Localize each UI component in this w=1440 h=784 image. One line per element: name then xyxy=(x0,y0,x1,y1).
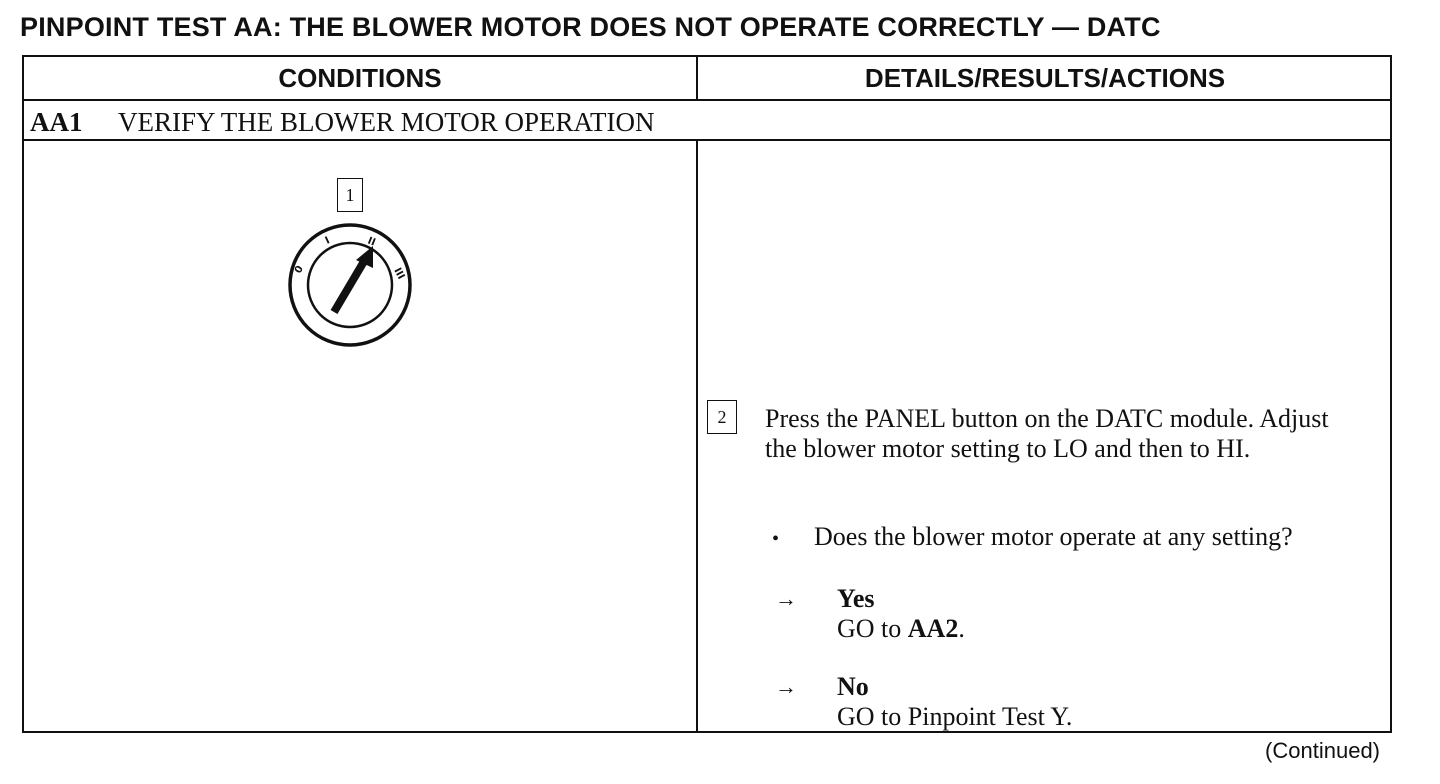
details-column-header: DETAILS/RESULTS/ACTIONS xyxy=(864,63,1226,93)
knob-label-0: 0 xyxy=(292,264,306,276)
step-id: AA1 xyxy=(30,107,83,137)
yes-answer xyxy=(775,584,965,644)
yes-label: Yes xyxy=(837,584,875,613)
knob-label-3: III xyxy=(391,266,407,282)
header-column-divider xyxy=(696,57,698,99)
ignition-switch-illustration xyxy=(270,160,420,350)
yes-action-prefix: GO to xyxy=(837,614,908,643)
question-line xyxy=(772,522,1293,552)
bullet-icon: • xyxy=(772,528,780,550)
yes-action-suffix: . xyxy=(958,614,965,643)
header-divider xyxy=(24,99,1390,101)
detail-step-number: 2 xyxy=(707,400,737,434)
no-label: No xyxy=(837,672,869,701)
knob-label-1: I xyxy=(323,235,332,247)
yes-action xyxy=(837,614,965,644)
knob-label-2: II xyxy=(365,235,377,249)
no-answer xyxy=(775,672,1072,732)
ignition-key-icon xyxy=(270,160,420,350)
pinpoint-test-table xyxy=(22,55,1392,733)
no-action: GO to Pinpoint Test Y. xyxy=(837,702,1073,731)
conditions-column-header: CONDITIONS xyxy=(278,63,442,93)
page-title: PINPOINT TEST AA: THE BLOWER MOTOR DOES NOT OPERATE CORRECTLY — DATC xyxy=(20,12,1161,42)
instruction-text: Press the PANEL button on the DATC module. Adjust the blower motor setting to LO and then to HI. xyxy=(765,404,1329,463)
body-column-divider xyxy=(696,139,698,731)
condition-step-number: 1 xyxy=(337,178,363,212)
step-name: VERIFY THE BLOWER MOTOR OPERATION xyxy=(118,107,655,137)
step-row xyxy=(30,107,655,138)
yes-action-target: AA2 xyxy=(907,614,959,643)
arrow-right-icon: → xyxy=(775,586,797,611)
arrow-right-icon: → xyxy=(775,674,797,699)
step-row-divider xyxy=(24,139,1390,141)
continued-note: (Continued) xyxy=(1265,738,1380,763)
question-text: Does the blower motor operate at any setting? xyxy=(814,522,1293,551)
